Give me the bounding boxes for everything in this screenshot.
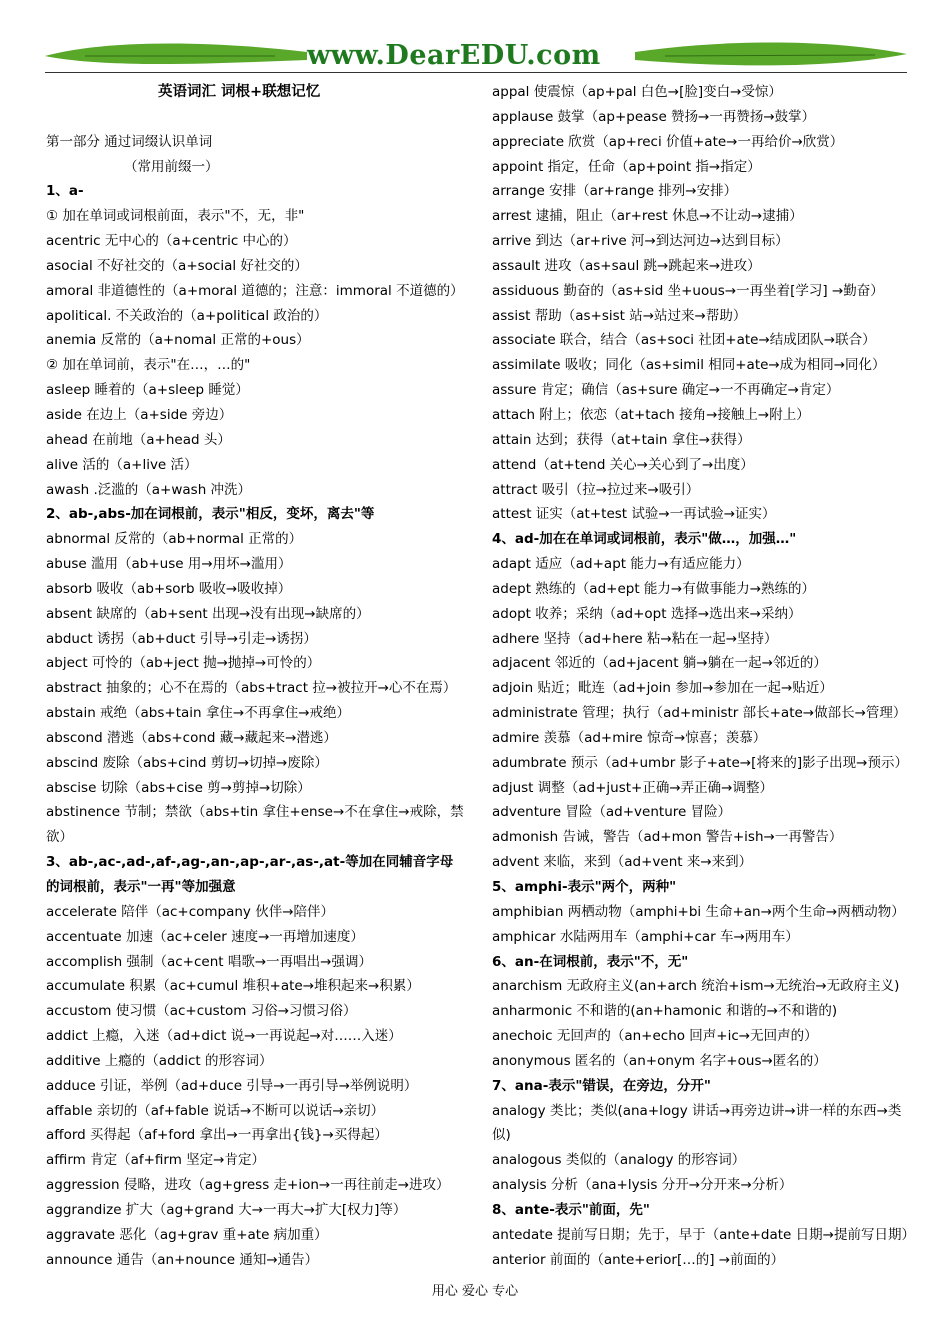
- vocab-entry: associate 联合，结合（as+soci 社团+ate→结成团队→联合）: [492, 332, 876, 349]
- section-heading: 5、amphi-表示"两个，两种": [492, 879, 677, 895]
- vocab-entry: amphibian 两栖动物（amphi+bi 生命+an→两个生命→两栖动物）: [492, 903, 905, 920]
- vocab-entry: arrest 逮捕，阻止（ar+rest 休息→不让动→逮捕）: [492, 208, 803, 225]
- part-heading: 第一部分 通过词缀认识单词: [46, 133, 213, 150]
- vocab-entry: adjoin 贴近；毗连（ad+join 参加→参加在一起→贴近）: [492, 680, 833, 697]
- vocab-entry: accustom 使习惯（ac+custom 习俗→习惯习俗）: [46, 1003, 357, 1020]
- vocab-entry: abscise 切除（abs+cise 剪→剪掉→切除）: [46, 779, 311, 796]
- vocab-entry: aggrandize 扩大（ag+grand 大→一再大→扩大[权力]等）: [46, 1201, 407, 1218]
- vocab-entry: abject 可怜的（ab+ject 抛→抛掉→可怜的）: [46, 655, 321, 672]
- vocab-entry: adopt 收养；采纳（ad+opt 选择→选出来→采纳）: [492, 605, 802, 622]
- vocab-entry: attach 附上；依恋（at+tach 接角→接触上→附上）: [492, 406, 810, 423]
- vocab-entry: afford 买得起（af+ford 拿出→一再拿出{钱}→买得起）: [46, 1127, 388, 1144]
- spacer: [46, 105, 466, 130]
- vocab-entry: applause 鼓掌（ap+pease 赞扬→一再赞扬→鼓掌）: [492, 108, 816, 125]
- vocab-entry: adapt 适应（ad+apt 能力→有适应能力）: [492, 556, 750, 573]
- vocab-entry: asleep 睡着的（a+sleep 睡觉）: [46, 382, 249, 399]
- vocab-entry: abduct 诱拐（ab+duct 引导→引走→诱拐）: [46, 630, 317, 647]
- vocab-entry: attend（at+tend 关心→关心到了→出度）: [492, 456, 754, 473]
- site-banner: [45, 38, 907, 74]
- vocab-entry: abstinence 节制；禁欲（abs+tin 拿住+ense→不在拿住→戒除，禁欲）: [46, 804, 464, 846]
- subheading: （常用前缀一）: [124, 158, 219, 175]
- vocab-entry: assiduous 勤奋的（as+sid 坐+uous→一再坐着[学习] →勤奋）: [492, 282, 884, 299]
- vocab-entry: anonymous 匿名的（an+onym 名字+ous→匿名的）: [492, 1052, 827, 1069]
- vocab-entry: assure 肯定；确信（as+sure 确定→一不再确定→肯定）: [492, 382, 840, 399]
- vocab-entry: adjacent 邻近的（ad+jacent 躺→躺在一起→邻近的）: [492, 655, 827, 672]
- vocab-entry: accelerate 陪伴（ac+company 伙伴→陪伴）: [46, 903, 335, 920]
- vocab-entry: amphicar 水陆两用车（amphi+car 车→两用车）: [492, 928, 799, 945]
- vocab-entry: affirm 肯定（af+firm 坚定→肯定）: [46, 1152, 265, 1169]
- section-heading: 2、ab-,abs-加在词根前，表示"相反，变坏，离去"等: [46, 506, 375, 523]
- vocab-entry: announce 通告（an+nounce 通知→通告）: [46, 1251, 319, 1268]
- vocab-entry: appreciate 欣赏（ap+reci 价值+ate→一再给价→欣赏）: [492, 133, 844, 150]
- left-column: [46, 80, 466, 1273]
- vocab-entry: adduce 引证，举例（ad+duce 引导→一再引导→举例说明）: [46, 1077, 418, 1094]
- header-rule: [45, 72, 907, 73]
- section-heading: 3、ab-,ac-,ad-,af-,ag-,an-,ap-,ar-,as-,at-等加在同辅音字母的词根前，表示"一再"等加强意: [46, 854, 454, 895]
- vocab-entry: apolitical. 不关政治的（a+political 政治的）: [46, 307, 328, 324]
- vocab-entry: asocial 不好社交的（a+social 好社交的）: [46, 257, 308, 274]
- vocab-entry: abscind 废除（abs+cind 剪切→切掉→废除）: [46, 754, 328, 771]
- vocab-entry: additive 上瘾的（addict 的形容词）: [46, 1052, 273, 1069]
- vocab-entry: assimilate 吸收；同化（as+simil 相同+ate→成为相同→同化）: [492, 357, 886, 374]
- vocab-entry: assault 进攻（as+saul 跳→跳起来→进攻）: [492, 257, 761, 274]
- vocab-entry: addict 上瘾，入迷（ad+dict 说→一再说起→对……入迷）: [46, 1028, 402, 1045]
- section-heading: 4、ad-加在在单词或词根前，表示"做…，加强…": [492, 531, 797, 548]
- vocab-entry: analysis 分析（ana+lysis 分开→分开来→分析）: [492, 1177, 793, 1194]
- site-logo: www.DearEDU.com: [307, 40, 601, 71]
- vocab-entry: absorb 吸收（ab+sorb 吸收→吸收掉）: [46, 580, 292, 597]
- vocab-entry: acentric 无中心的（a+centric 中心的）: [46, 233, 297, 250]
- rule-note: ② 加在单词前，表示"在…，…的": [46, 357, 251, 374]
- vocab-entry: admonish 告诫，警告（ad+mon 警告+ish→一再警告）: [492, 829, 843, 846]
- section-heading: 8、ante-表示"前面，先": [492, 1201, 650, 1218]
- vocab-entry: analogous 类似的（analogy 的形容词）: [492, 1152, 746, 1169]
- vocab-entry: aggression 侵略，进攻（ag+gress 走+ion→一再往前走→进攻）: [46, 1177, 450, 1194]
- vocab-entry: aside 在边上（a+side 旁边）: [46, 406, 233, 423]
- vocab-entry: analogy 类比；类似(ana+logy 讲话→再旁边讲→讲一样的东西→类似): [492, 1102, 902, 1144]
- vocab-entry: attain 达到；获得（at+tain 拿住→获得）: [492, 431, 751, 448]
- vocab-entry: administrate 管理；执行（ad+ministr 部长+ate→做部长→管理）: [492, 705, 907, 722]
- vocab-entry: appal 使震惊（ap+pal 白色→[脸]变白→受惊）: [492, 84, 782, 100]
- vocab-entry: adjust 调整（ad+just+正确→弄正确→调整）: [492, 779, 773, 796]
- vocab-entry: anterior 前面的（ante+erior[…的] →前面的）: [492, 1251, 785, 1268]
- right-column: [492, 80, 915, 1273]
- vocab-entry: abstain 戒绝（abs+tain 拿住→不再拿住→戒绝）: [46, 705, 351, 722]
- vocab-entry: anechoic 无回声的（an+echo 回声+ic→无回声的）: [492, 1028, 818, 1045]
- vocab-entry: assist 帮助（as+sist 站→站过来→帮助）: [492, 307, 747, 324]
- vocab-entry: abstract 抽象的；心不在焉的（abs+tract 拉→被拉开→心不在焉）: [46, 680, 457, 697]
- vocab-entry: accumulate 积累（ac+cumul 堆积+ate→堆积起来→积累）: [46, 978, 420, 995]
- vocab-entry: amoral 非道德性的（a+moral 道德的；注意：immoral 不道德的）: [46, 282, 464, 299]
- vocab-entry: abscond 潜逃（abs+cond 藏→藏起来→潜逃）: [46, 729, 337, 746]
- section-heading: 1、a-: [46, 183, 84, 200]
- vocab-entry: abuse 滥用（ab+use 用→用坏→滥用）: [46, 556, 292, 573]
- vocab-entry: adventure 冒险（ad+venture 冒险）: [492, 804, 732, 821]
- vocab-entry: anharmonic 不和谐的(an+hamonic 和谐的→不和谐的): [492, 1003, 838, 1020]
- vocab-entry: awash .泛滥的（a+wash 冲洗）: [46, 481, 252, 498]
- vocab-entry: antedate 提前写日期；先于，早于（ante+date 日期→提前写日期）: [492, 1226, 915, 1243]
- document-title: 英语词汇 词根+联想记忆: [158, 84, 321, 100]
- vocab-entry: arrange 安排（ar+range 排列→安排）: [492, 183, 738, 200]
- vocab-entry: aggravate 恶化（ag+grav 重+ate 病加重）: [46, 1226, 328, 1243]
- vocab-entry: anemia 反常的（a+nomal 正常的+ous）: [46, 332, 310, 349]
- vocab-entry: advent 来临，来到（ad+vent 来→来到）: [492, 854, 753, 871]
- vocab-entry: attract 吸引（拉→拉过来→吸引）: [492, 481, 700, 498]
- vocab-entry: ahead 在前地（a+head 头）: [46, 431, 231, 448]
- vocab-entry: anarchism 无政府主义(an+arch 统治+ism→无统治→无政府主义): [492, 978, 900, 995]
- vocab-entry: attest 证实（at+test 试验→一再试验→证实）: [492, 506, 776, 523]
- vocab-entry: absent 缺席的（ab+sent 出现→没有出现→缺席的）: [46, 605, 370, 622]
- vocab-entry: arrive 到达（ar+rive 河→到达河边→达到目标）: [492, 233, 789, 250]
- section-heading: 6、an-在词根前，表示"不，无": [492, 953, 689, 970]
- vocab-entry: adumbrate 预示（ad+umbr 影子+ate→[将来的]影子出现→预示）: [492, 754, 908, 771]
- section-heading: 7、ana-表示"错误，在旁边，分开": [492, 1077, 711, 1094]
- vocab-entry: alive 活的（a+live 活）: [46, 456, 198, 473]
- vocab-entry: admire 羡慕（ad+mire 惊奇→惊喜；羡慕）: [492, 729, 767, 746]
- vocab-entry: appoint 指定，任命（ap+point 指→指定）: [492, 158, 761, 175]
- page-footer: 用心 爱心 专心: [431, 1284, 519, 1299]
- vocab-entry: accomplish 强制（ac+cent 唱歌→一再唱出→强调）: [46, 953, 372, 970]
- vocab-entry: affable 亲切的（af+fable 说话→不断可以说话→亲切）: [46, 1102, 385, 1119]
- vocab-entry: abnormal 反常的（ab+normal 正常的）: [46, 531, 303, 548]
- rule-note: ① 加在单词或词根前面，表示"不，无，非": [46, 208, 305, 225]
- vocab-entry: accentuate 加速（ac+celer 速度→一再增加速度）: [46, 928, 364, 945]
- vocab-entry: adept 熟练的（ad+ept 能力→有做事能力→熟练的）: [492, 580, 816, 597]
- vocab-entry: adhere 坚持（ad+here 粘→粘在一起→坚持）: [492, 630, 778, 647]
